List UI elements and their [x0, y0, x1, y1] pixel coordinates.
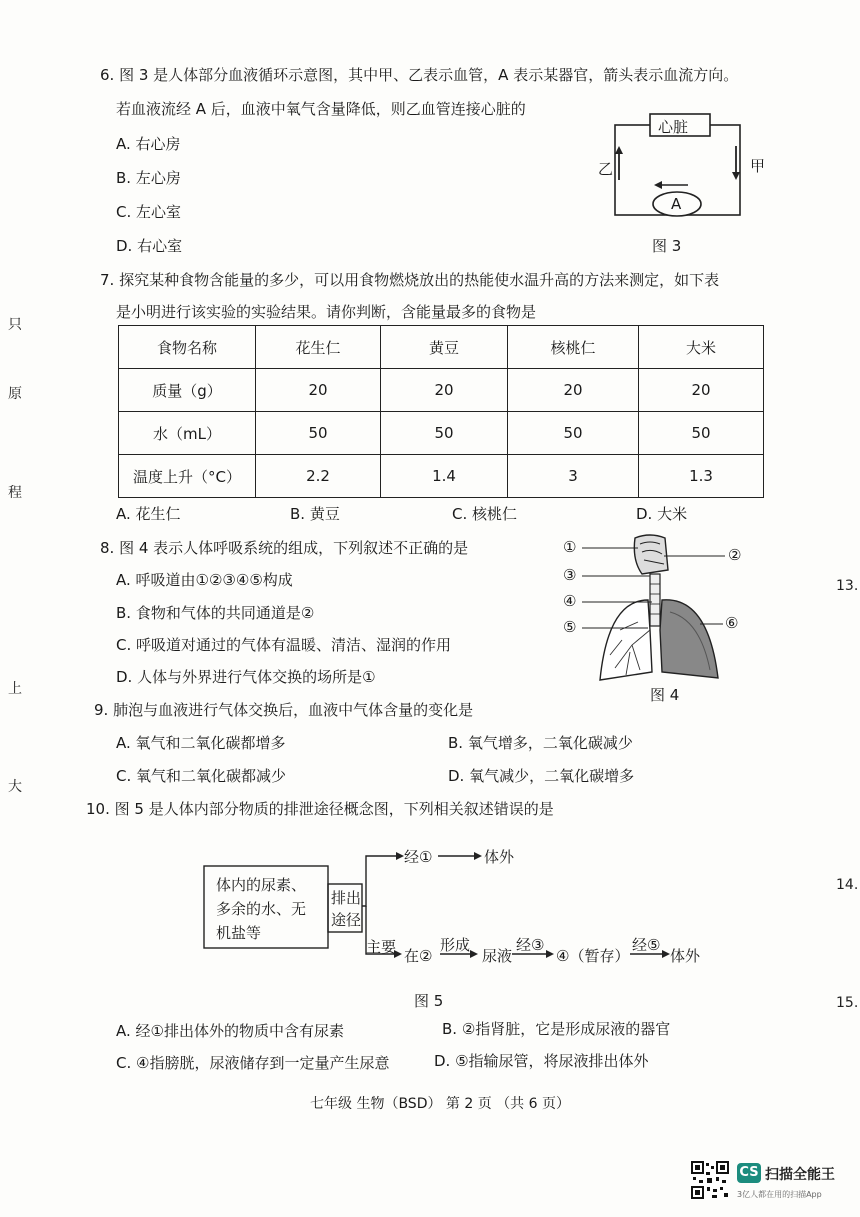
- margin-char: 上: [8, 681, 22, 697]
- margin-char: 程: [8, 485, 22, 501]
- fig4-label-4: ④: [563, 592, 577, 610]
- q6-stem-line1: 6. 图 3 是人体部分血液循环示意图，其中甲、乙表示血管，A 表示某器官，箭头表示血流方向。: [100, 66, 739, 84]
- fig4-label-5: ⑤: [563, 618, 577, 636]
- table-cell: 温度上升（°C）: [119, 455, 256, 498]
- fig5-source-line2: 多余的水、无: [216, 900, 307, 918]
- fig5-main-label: 主要: [366, 938, 397, 956]
- q8-stem: 8. 图 4 表示人体呼吸系统的组成，下列叙述不正确的是: [100, 539, 469, 557]
- q10-option-c[interactable]: C. ④指膀胱，尿液储存到一定量产生尿意: [116, 1054, 390, 1072]
- fig5-outside: 体外: [670, 947, 701, 965]
- fig5-route-line2: 途径: [331, 911, 362, 929]
- fig4-label-3: ③: [563, 566, 577, 584]
- q7-option-c[interactable]: C. 核桃仁: [452, 505, 518, 523]
- fig5-route-line1: 排出: [331, 889, 362, 907]
- fig5-urine: 尿液: [482, 947, 513, 965]
- fig3-organ-a-label: A: [671, 195, 682, 213]
- fig5-source-line3: 机盐等: [216, 924, 262, 942]
- margin-number: 15.: [836, 995, 859, 1011]
- q7-stem-line1: 7. 探究某种食物含能量的多少，可以用食物燃烧放出的热能使水温升高的方法来测定，如下表: [100, 271, 720, 289]
- fig4-label-1: ①: [563, 538, 577, 556]
- scanner-tagline: 3亿人都在用的扫描App: [737, 1190, 822, 1199]
- table-row: [119, 455, 764, 498]
- fig5-top-outside: 体外: [484, 848, 515, 866]
- q7-stem-line2: 是小明进行该实验的实验结果。请你判断，含能量最多的食物是: [116, 303, 537, 321]
- table-cell: 20: [508, 369, 639, 412]
- fig5-source-line1: 体内的尿素、: [216, 876, 307, 894]
- table-cell: 质量（g）: [119, 369, 256, 412]
- fig4-label-2: ②: [728, 546, 742, 564]
- page-footer: 七年级 生物（BSD） 第 2 页 （共 6 页）: [310, 1096, 570, 1112]
- q7-option-d[interactable]: D. 大米: [636, 505, 688, 523]
- table-cell: 食物名称: [119, 326, 256, 369]
- fig5-via3: 经③: [516, 936, 545, 954]
- table-cell: 3: [508, 455, 639, 498]
- margin-char: 大: [8, 779, 22, 795]
- q8-option-b[interactable]: B. 食物和气体的共同通道是②: [116, 604, 315, 622]
- q8-option-c[interactable]: C. 呼吸道对通过的气体有温暖、清洁、湿润的作用: [116, 636, 452, 654]
- fig4-caption: 图 4: [650, 686, 680, 704]
- q6-option-a[interactable]: A. 右心房: [116, 135, 181, 153]
- table-cell: 20: [381, 369, 508, 412]
- q8-option-d[interactable]: D. 人体与外界进行气体交换的场所是①: [116, 668, 376, 686]
- margin-number: 13.: [836, 578, 859, 594]
- q6-stem-line2: 若血液流经 A 后，血液中氧气含量降低，则乙血管连接心脏的: [116, 100, 526, 118]
- fig3-caption: 图 3: [652, 237, 682, 255]
- q10-option-d[interactable]: D. ⑤指输尿管，将尿液排出体外: [434, 1052, 649, 1070]
- fig5-top-via1: 经①: [404, 848, 433, 866]
- table-row-header: [119, 326, 764, 369]
- q9-stem: 9. 肺泡与血液进行气体交换后，血液中气体含量的变化是: [94, 701, 474, 719]
- table-row: [119, 412, 764, 455]
- q10-option-b[interactable]: B. ②指肾脏，它是形成尿液的器官: [442, 1020, 671, 1038]
- q9-option-c[interactable]: C. 氧气和二氧化碳都减少: [116, 767, 287, 785]
- fig5-at2: 在②: [404, 947, 433, 965]
- fig4-label-6: ⑥: [725, 614, 739, 632]
- margin-char: 只: [8, 317, 22, 333]
- margin-char: 原: [8, 386, 22, 402]
- q7-option-a[interactable]: A. 花生仁: [116, 505, 181, 523]
- q10-option-a[interactable]: A. 经①排出体外的物质中含有尿素: [116, 1022, 344, 1040]
- table-cell: 核桃仁: [508, 326, 639, 369]
- table-cell: 50: [381, 412, 508, 455]
- table-cell: 50: [508, 412, 639, 455]
- fig5-form-label: 形成: [440, 936, 471, 954]
- table-cell: 1.3: [639, 455, 764, 498]
- q10-stem: 10. 图 5 是人体内部分物质的排泄途径概念图，下列相关叙述错误的是: [86, 800, 554, 818]
- q7-option-b[interactable]: B. 黄豆: [290, 505, 340, 523]
- q9-option-a[interactable]: A. 氧气和二氧化碳都增多: [116, 734, 286, 752]
- q9-option-b[interactable]: B. 氧气增多，二氧化碳减少: [448, 734, 633, 752]
- fig3-vessel-yi-label: 乙: [598, 160, 614, 178]
- fig5-via5: 经⑤: [632, 936, 661, 954]
- q6-option-c[interactable]: C. 左心室: [116, 203, 182, 221]
- q8-option-a[interactable]: A. 呼吸道由①②③④⑤构成: [116, 571, 293, 589]
- fig3-vessel-jia-label: 甲: [750, 157, 766, 175]
- qr-code-icon: [690, 1160, 730, 1200]
- fig5-store4: ④（暂存）: [556, 947, 630, 965]
- fig5-caption: 图 5: [414, 992, 444, 1010]
- table-cell: 20: [256, 369, 381, 412]
- table-cell: 2.2: [256, 455, 381, 498]
- table-cell: 20: [639, 369, 764, 412]
- camscanner-logo-icon: CS: [737, 1163, 761, 1183]
- q9-option-d[interactable]: D. 氧气减少，二氧化碳增多: [448, 767, 635, 785]
- q6-option-d[interactable]: D. 右心室: [116, 237, 183, 255]
- fig3-heart-label: 心脏: [658, 118, 689, 136]
- table-cell: 花生仁: [256, 326, 381, 369]
- table-cell: 1.4: [381, 455, 508, 498]
- table-cell: 50: [639, 412, 764, 455]
- food-energy-table: [118, 325, 764, 498]
- margin-number: 14.: [836, 877, 859, 893]
- table-cell: 大米: [639, 326, 764, 369]
- table-cell: 黄豆: [381, 326, 508, 369]
- table-cell: 50: [256, 412, 381, 455]
- table-cell: 水（mL）: [119, 412, 256, 455]
- q6-option-b[interactable]: B. 左心房: [116, 169, 181, 187]
- scanner-brand-name: 扫描全能王: [765, 1167, 835, 1183]
- table-row: [119, 369, 764, 412]
